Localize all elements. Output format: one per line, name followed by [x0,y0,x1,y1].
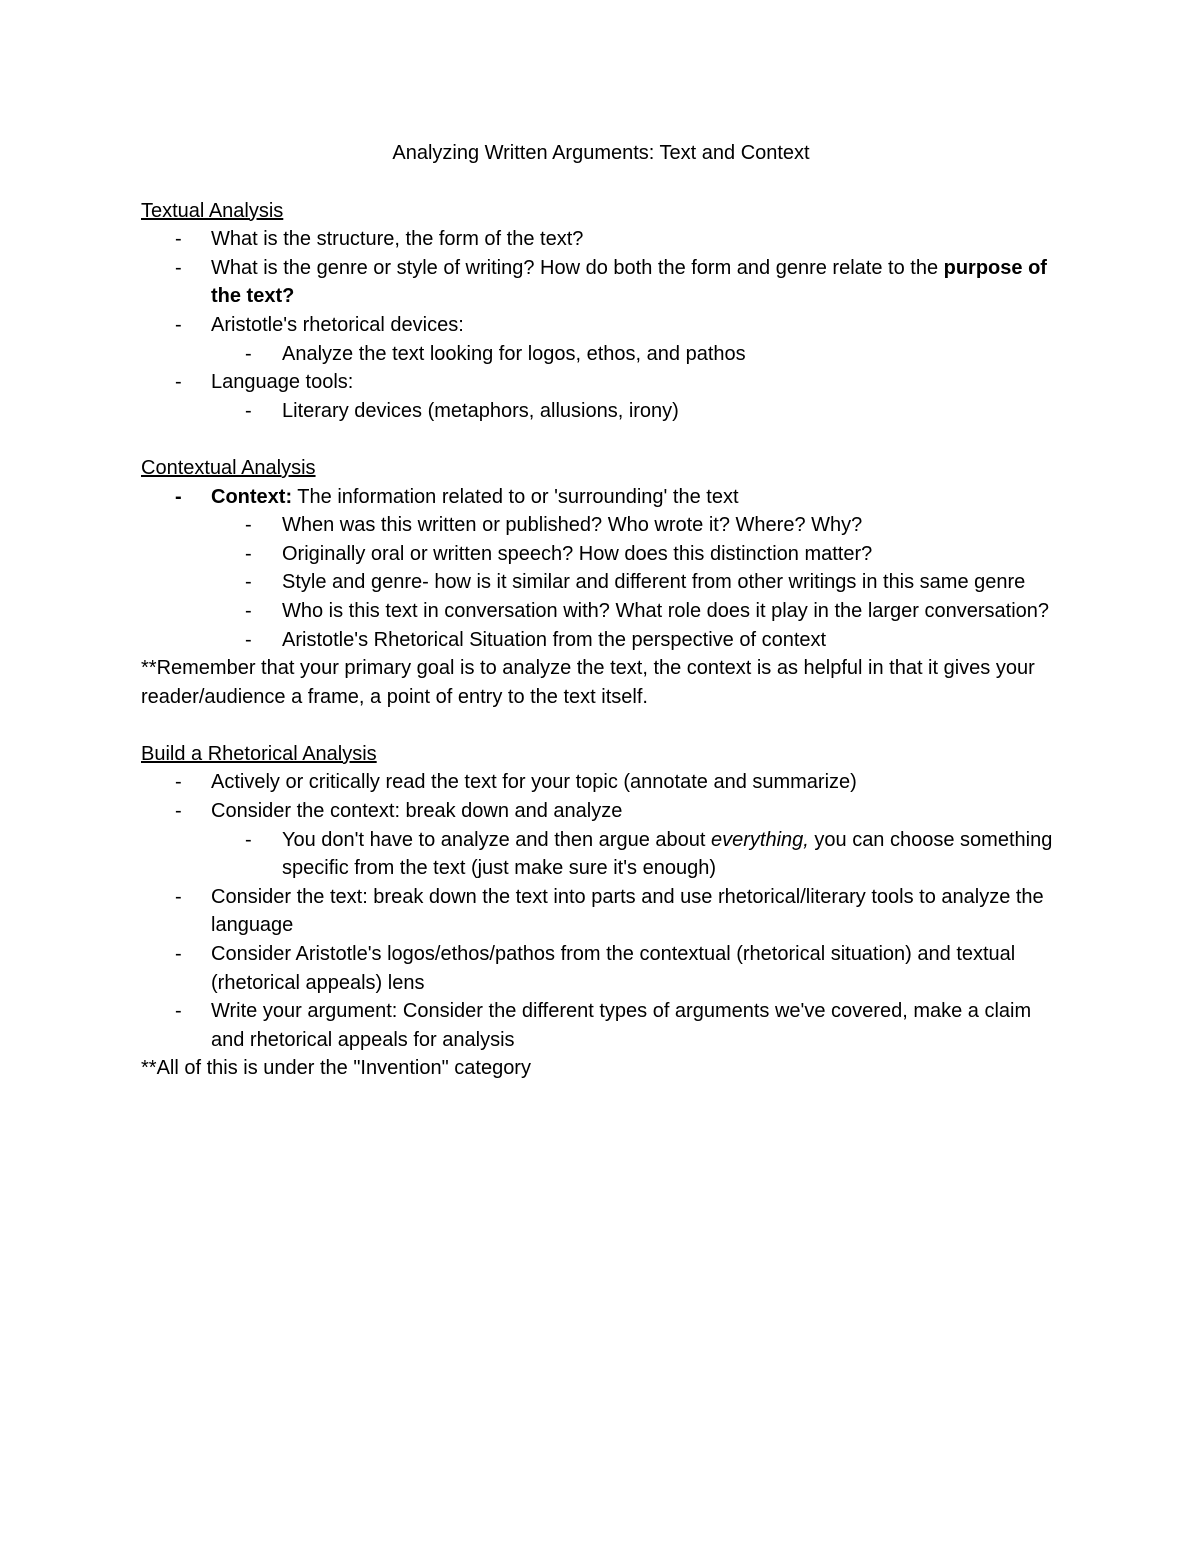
list-item-text: Language tools: [211,371,354,394]
dash-bullet: - [175,256,182,279]
list-item [141,483,1061,655]
list-item-text: Write your argument: Consider the different types of arguments we've covered, make a claim and rhetorical appeals for analysis [211,1000,1032,1051]
sub-list-item [141,626,1061,655]
sub-list [211,397,1061,426]
list-item-text: You don't have to analyze and then argue about [282,828,711,851]
dash-bullet: - [245,571,252,594]
dash-bullet: - [175,771,182,794]
list-item-text: you can choose something specific from the text (just make sure it's enough) [282,828,1053,880]
dash-bullet: - [245,628,252,651]
list-item [141,368,1061,425]
list-item-text: Originally oral or written speech? How does this distinction matter? [282,542,873,565]
sub-list-item [141,568,1061,597]
section-heading-contextual-analysis: Contextual Analysis [141,456,316,479]
build-analysis-list [141,768,1061,1054]
sub-list [211,511,1061,654]
list-item-text: Literary devices (metaphors, allusions, irony) [282,399,679,422]
list-item-text: Consider the text: break down the text into parts and use rhetorical/literary tools to analyze the language [211,885,1044,937]
list-item [141,797,1061,883]
list-item-text: Consider the context: break down and analyze [211,800,623,823]
list-item [141,225,1061,254]
spacer [141,711,1061,740]
sub-list-item [141,540,1061,569]
dash-bullet: - [175,885,182,908]
sub-list-item [141,397,1061,426]
invention-note: **All of this is under the "Invention" category [141,1057,531,1080]
sub-list [211,826,1061,883]
sub-list-item [141,511,1061,540]
list-item [141,883,1061,940]
list-item-text: Aristotle's rhetorical devices: [211,313,464,336]
list-item-text: Who is this text in conversation with? What role does it play in the larger conversation? [282,599,1050,622]
dash-bullet: - [245,542,252,565]
list-item-text: Actively or critically read the text for your topic (annotate and summarize) [211,771,857,794]
dash-bullet: - [245,342,252,365]
dash-bullet: - [175,943,182,966]
sub-list-item [141,826,1061,883]
dash-bullet: - [175,1000,182,1023]
contextual-analysis-list [141,483,1061,655]
list-item [141,940,1061,997]
sub-list-item [141,340,1061,369]
list-item [141,254,1061,311]
list-item-text: Analyze the text looking for logos, ethos, and pathos [282,342,746,365]
dash-bullet: - [245,399,252,422]
dash-bullet: - [175,228,182,251]
document-title: Analyzing Written Arguments: Text and Context [392,142,810,164]
list-item-text: What is the structure, the form of the text? [211,228,584,251]
list-item-bold-text: purpose of the text? [211,256,1047,308]
list-item [141,997,1061,1054]
spacer [141,425,1061,454]
section-heading-build-rhetorical-analysis: Build a Rhetorical Analysis [141,742,377,765]
dash-bullet: - [175,313,182,336]
list-item-bold-text: Context: [211,485,293,508]
list-item-text: Style and genre- how is it similar and different from other writings in this same genre [282,571,1026,594]
list-item [141,768,1061,797]
textual-analysis-list [141,225,1061,425]
dash-bullet: - [245,599,252,622]
list-item-text: When was this written or published? Who wrote it? Where? Why? [282,514,863,537]
dash-bullet: - [175,800,182,823]
dash-bullet: - [175,485,182,508]
section-heading-textual-analysis: Textual Analysis [141,199,284,222]
document-content [141,139,1061,1083]
list-item-text: Aristotle's Rhetorical Situation from the perspective of context [282,628,827,651]
list-item [141,311,1061,368]
dash-bullet: - [175,371,182,394]
list-item-text: Consider Aristotle's logos/ethos/pathos from the contextual (rhetorical situation) and textual (rhetorical appeals) lens [211,943,1016,994]
list-item-text: The information related to or 'surrounding' the text [292,485,739,508]
list-item-italic-text: everything, [710,828,809,851]
sub-list-item [141,597,1061,626]
dash-bullet: - [245,828,252,851]
dash-bullet: - [245,514,252,537]
contextual-note: **Remember that your primary goal is to analyze the text, the context is as helpful in that it gives your reader/audience a frame, a point of entry to the text itself. [141,657,1035,708]
sub-list [211,340,1061,369]
list-item-text: What is the genre or style of writing? How do both the form and genre relate to the [211,256,944,279]
